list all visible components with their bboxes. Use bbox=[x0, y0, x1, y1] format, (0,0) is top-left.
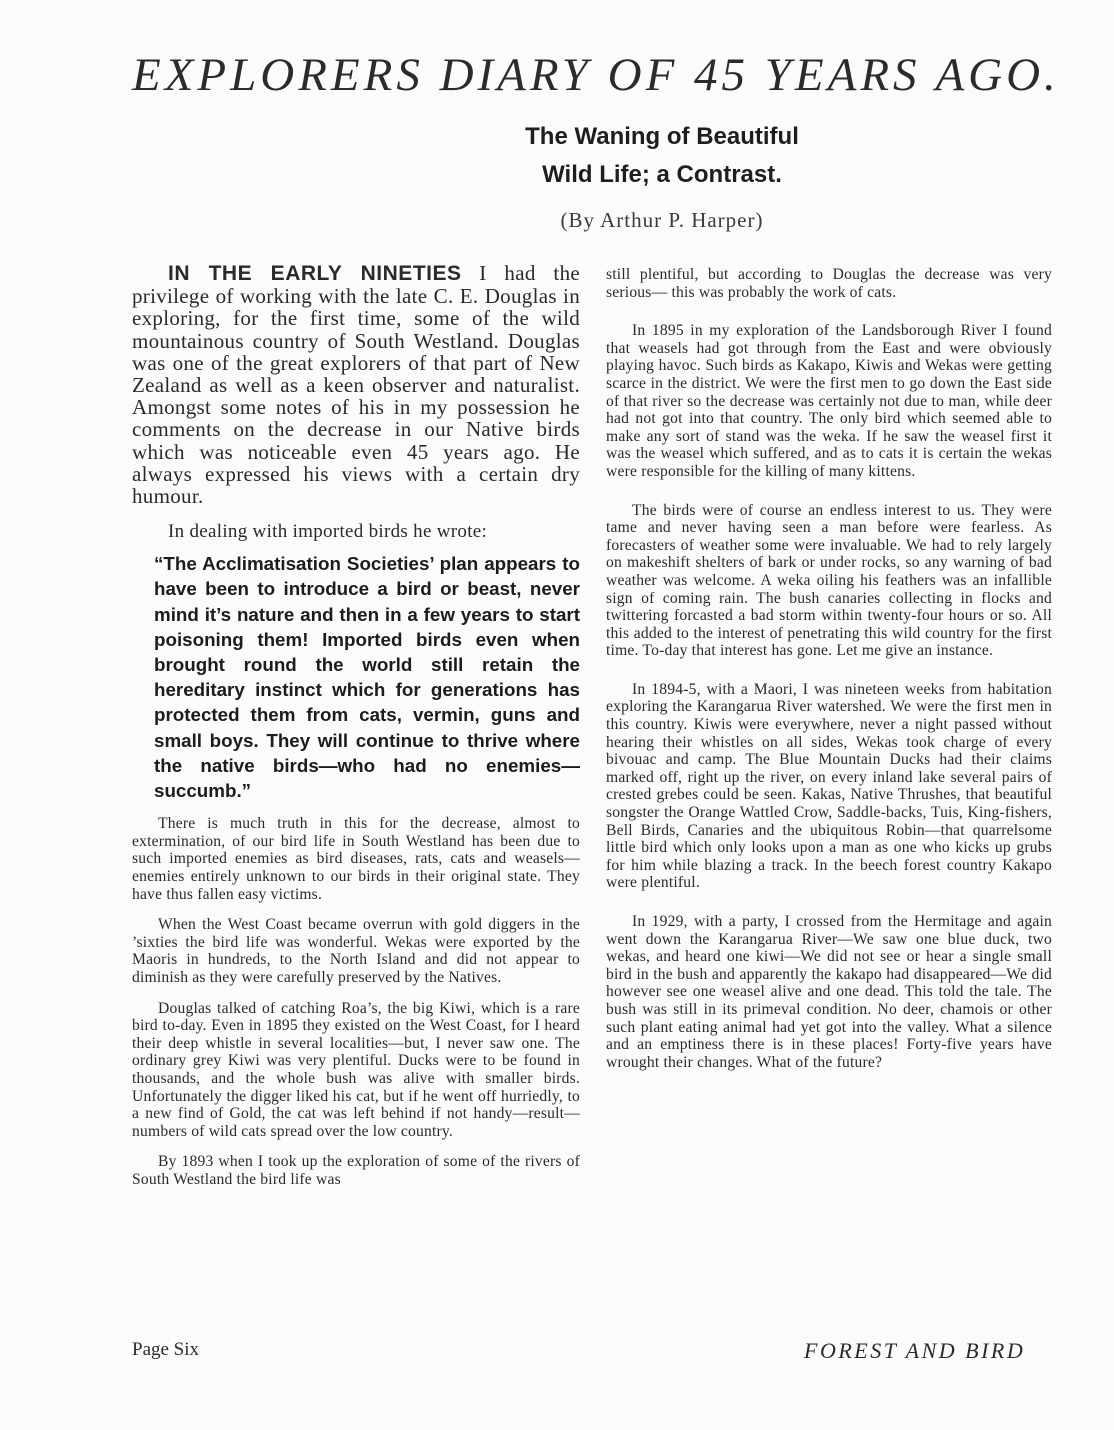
article-subtitle bbox=[0, 118, 1114, 194]
quote-intro: In dealing with imported birds he wrote: bbox=[168, 521, 488, 543]
publication-name: FOREST AND BIRD bbox=[804, 1338, 1026, 1363]
body-paragraph: In 1894-5, with a Maori, I was nineteen weeks from habitation exploring the Karangarua River watershed. We were the first men in this country. Kiwis were everywhere, never a night passed without hearing their whistles on all sides, Wekas took charge of every bivouac and camp. The Blue Mountain Ducks had their claims marked off, right up the river, on every inland lake several pairs of crested grebes could be seen. Kakas, Native Thrushes, that beautiful songster the Orange Wattled Crow, Saddle-backs, Tuis, King-fishers, Bell Birds, Canaries and the ubiquitous Robin—that quarrelsome little bird which only looks upon a man as one who kicks up grubs for him while blazing a track. In the beech forest country Kakapo were plentiful. bbox=[606, 680, 1052, 892]
left-column bbox=[132, 262, 580, 1202]
lead-caps: IN THE EARLY NINETIES bbox=[168, 262, 462, 285]
subtitle-line-2: Wild Life; a Contrast. bbox=[542, 161, 782, 188]
body-paragraph: There is much truth in this for the decrease, almost to extermination, of our bird life in South Westland has been due to such imported enemies as bird diseases, rats, cats and weasels—enemies entirely unknown to our birds in their original state. They have thus fallen easy victims. bbox=[132, 815, 580, 903]
body-paragraph: Douglas talked of catching Roa’s, the big Kiwi, which is a rare bird to-day. Even in 1895 they existed on the West Coast, for I heard their deep whistle in several localities—but, I never saw one. The ordinary grey Kiwi was very plentiful. Ducks were to be found in thousands, and the whole bush was alive with smaller birds. Unfortunately the digger liked his cat, but if he went off hurriedly, to a new find of Gold, the cat was left behind if not handy—result—numbers of wild cats spread over the low country. bbox=[132, 999, 580, 1140]
body-paragraph: In 1929, with a party, I crossed from the Hermitage and again went down the Karangarua River—We saw one blue duck, two wekas, and heard one kiwi—We did not see or hear a single small bird in the bush and apparently the kakapo had disappeared—We did however see one weasel alive and one dead. This told the tale. The bush was still in its primeval condition. No deer, chamois or other such plant eating animal had yet got into the valley. What a silence and an emptiness there is in these places! Forty-five years have wrought their changes. What of the future? bbox=[606, 913, 1052, 1071]
body-paragraph: By 1893 when I took up the exploration of some of the rivers of South Westland the bird life was bbox=[132, 1153, 580, 1188]
subtitle-line-1: The Waning of Beautiful bbox=[525, 123, 799, 150]
article-title: EXPLORERS DIARY OF 45 YEARS AGO. bbox=[132, 49, 1060, 101]
body-paragraph: In 1895 in my exploration of the Landsborough River I found that weasels had got through from the East and were obviously playing havoc. Such birds as Kakapo, Kiwis and Wekas were getting scarce in the district. We were the first men to go down the East side of that river so the decrease was certainly not due to man, while deer had not got into that country. The only bird which seemed able to make any sort of stand was the weka. If he saw the weasel first it was the weasel which suffered, and as to cats it is certain the wekas were responsible for the killing of many kittens. bbox=[606, 322, 1052, 480]
right-column bbox=[606, 266, 1052, 1092]
byline: (By Arthur P. Harper) bbox=[560, 208, 764, 232]
block-quote: “The Acclimatisation Societies’ plan appears to have been to introduce a bird or beast, never mind it’s nature and then in a few years to start poisoning them! Imported birds even when brought round the world still retain the hereditary instinct which for generations has protected them from cats, vermin, guns and small boys. They will continue to thrive where the native birds—who had no enemies—succumb.” bbox=[154, 553, 580, 802]
body-paragraph-continued: still plentiful, but according to Douglas the decrease was very serious— this was probably the work of cats. bbox=[606, 266, 1052, 301]
lead-text: I had the privilege of working with the late C. E. Douglas in exploring, for the first time, some of the wild mountainous country of South Westland. Douglas was one of the great explorers of that part of New Zealand as well as a keen observer and naturalist. Amongst some notes of his in my possession he comments on the decrease in our Native birds which was noticeable even 45 years ago. He always expressed his views with a certain dry humour. bbox=[132, 261, 580, 509]
body-paragraph: The birds were of course an endless interest to us. They were tame and never having seen a man before were fearless. As forecasters of weather some were invaluable. We had to rely largely on makeshift shelters of bark or under rocks, so any warning of bad weather was welcome. A weka oiling his feathers was an infallible sign of coming rain. The bush canaries collecting in flocks and twittering forcasted a bad storm within twenty-four hours or so. All this added to the interest of penetrating this wild country for the first time. To-day that interest has gone. Let me give an instance. bbox=[606, 501, 1052, 660]
lead-paragraph bbox=[132, 262, 580, 507]
body-paragraph: When the West Coast became overrun with gold diggers in the ’sixties the bird life was wonderful. Wekas were exported by the Maoris in hundreds, to the North Island and did not appear to diminish as they were carefully preserved by the Natives. bbox=[132, 916, 580, 987]
page-number: Page Six bbox=[132, 1339, 200, 1360]
